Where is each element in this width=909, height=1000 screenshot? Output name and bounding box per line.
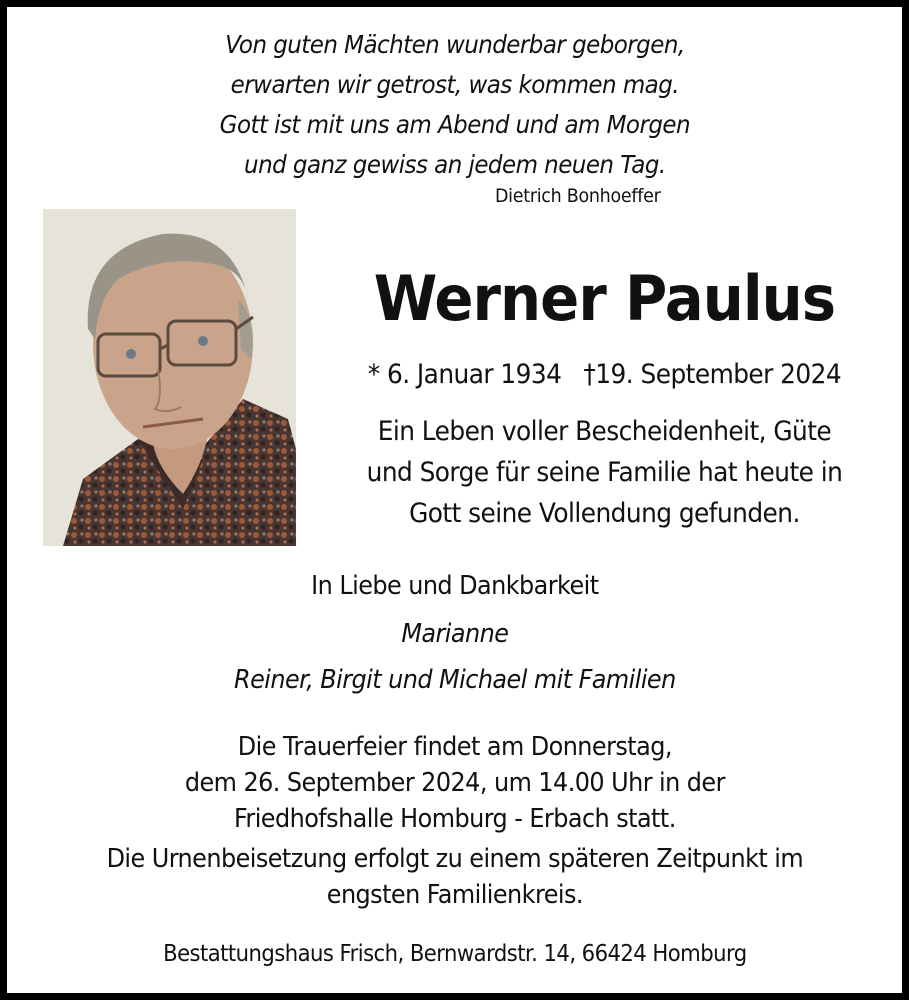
obituary-notice (7, 7, 902, 993)
death-cross-icon: † (583, 359, 596, 390)
death-date: 19. September 2024 (595, 359, 842, 390)
mourners-intro: In Liebe und Dankbarkeit (311, 571, 599, 601)
poem-quote (43, 25, 866, 185)
birth-symbol-icon: * (367, 359, 380, 390)
mourner-name: Reiner, Birgit und Michael mit Familien (234, 665, 676, 695)
portrait-image-icon (43, 209, 296, 546)
birth-date: 6. Januar 1934 (386, 359, 562, 390)
mourner-name: Marianne (401, 619, 509, 649)
poem-line: erwarten wir getrost, was kommen mag. (230, 70, 680, 99)
service-line: Die Trauerfeier findet am Donnerstag, (237, 732, 672, 762)
service-line: Friedhofshalle Homburg - Erbach statt. (233, 804, 676, 834)
deceased-name: Werner Paulus (373, 262, 836, 335)
tribute-text (331, 411, 878, 534)
burial-line: Die Urnenbeisetzung erfolgt zu einem späteren Zeitpunkt im (106, 844, 804, 874)
burial-info (43, 841, 866, 913)
poem-line: Gott ist mit uns am Abend und am Morgen (219, 110, 691, 139)
service-line: dem 26. September 2024, um 14.00 Uhr in der (184, 768, 725, 798)
burial-line: engsten Familienkreis. (326, 880, 583, 910)
poem-author: Dietrich Bonhoeffer (495, 185, 661, 207)
funeral-home-address: Bestattungshaus Frisch, Bernwardstr. 14, 66424 Homburg (163, 941, 747, 967)
tribute-line: und Sorge für seine Familie hat heute in (366, 457, 843, 488)
life-dates (331, 359, 878, 390)
tribute-line: Gott seine Vollendung gefunden. (409, 498, 800, 529)
funeral-service-info (43, 729, 866, 837)
poem-line: Von guten Mächten wunderbar geborgen, (225, 30, 685, 59)
portrait-photo (43, 209, 296, 546)
tribute-line: Ein Leben voller Bescheidenheit, Güte (377, 416, 832, 447)
poem-line: und ganz gewiss an jedem neuen Tag. (244, 150, 666, 179)
